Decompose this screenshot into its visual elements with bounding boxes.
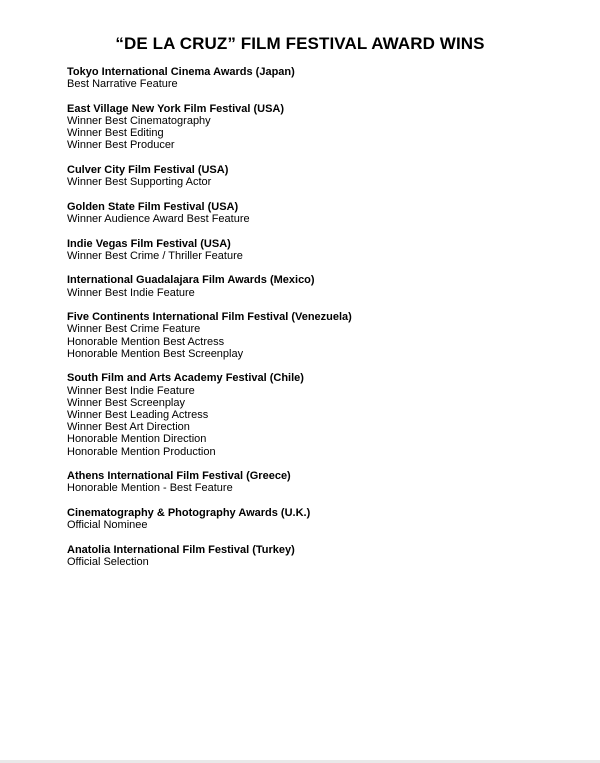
festival-name: International Guadalajara Film Awards (Mexico) — [67, 274, 315, 287]
festival-list — [67, 66, 567, 581]
award-item: Honorable Mention Production — [67, 445, 216, 458]
award-item: Winner Best Crime / Thriller Feature — [67, 249, 243, 262]
festival-entry — [67, 470, 567, 494]
festival-name: East Village New York Film Festival (USA) — [67, 102, 285, 115]
award-item: Winner Best Editing — [67, 127, 164, 140]
festival-entry — [67, 201, 567, 225]
festival-name: Indie Vegas Film Festival (USA) — [67, 237, 231, 250]
award-item: Winner Best Leading Actress — [67, 409, 209, 421]
page-title: “DE LA CRUZ” FILM FESTIVAL AWARD WINS — [115, 34, 485, 53]
award-item: Winner Best Indie Feature — [67, 384, 195, 397]
festival-entry — [67, 544, 567, 568]
award-item: Winner Best Supporting Actor — [67, 176, 212, 189]
festival-name: South Film and Arts Academy Festival (Chile) — [67, 372, 304, 385]
festival-name: Golden State Film Festival (USA) — [67, 200, 239, 213]
festival-entry — [67, 103, 567, 152]
award-item: Best Narrative Feature — [67, 78, 178, 91]
award-item: Winner Best Indie Feature — [67, 286, 195, 299]
festival-entry — [67, 507, 567, 531]
award-item: Winner Best Screenplay — [67, 396, 185, 409]
festival-name: Athens International Film Festival (Greece) — [67, 470, 291, 483]
festival-name: Five Continents International Film Festival (Venezuela) — [67, 311, 352, 324]
award-item: Winner Best Art Direction — [67, 421, 190, 434]
award-item: Winner Best Producer — [67, 139, 175, 152]
festival-entry — [67, 238, 567, 262]
festival-entry — [67, 66, 567, 90]
award-item: Honorable Mention Best Screenplay — [67, 347, 244, 360]
award-item: Winner Best Crime Feature — [67, 323, 201, 336]
festival-name: Tokyo International Cinema Awards (Japan) — [67, 66, 295, 78]
award-item: Winner Audience Award Best Feature — [67, 213, 250, 225]
award-item: Honorable Mention Direction — [67, 433, 207, 446]
festival-entry — [67, 274, 567, 298]
festival-entry — [67, 311, 567, 360]
festival-entry — [67, 372, 567, 457]
festival-name: Anatolia International Film Festival (Turkey) — [67, 543, 295, 556]
festival-entry — [67, 164, 567, 188]
award-item: Official Selection — [67, 556, 149, 568]
festival-name: Cinematography & Photography Awards (U.K.) — [67, 507, 311, 519]
award-item: Winner Best Cinematography — [67, 115, 211, 127]
award-item: Honorable Mention Best Actress — [67, 335, 225, 348]
festival-name: Culver City Film Festival (USA) — [67, 164, 229, 176]
award-item: Official Nominee — [67, 519, 148, 532]
award-item: Honorable Mention - Best Feature — [67, 482, 233, 495]
